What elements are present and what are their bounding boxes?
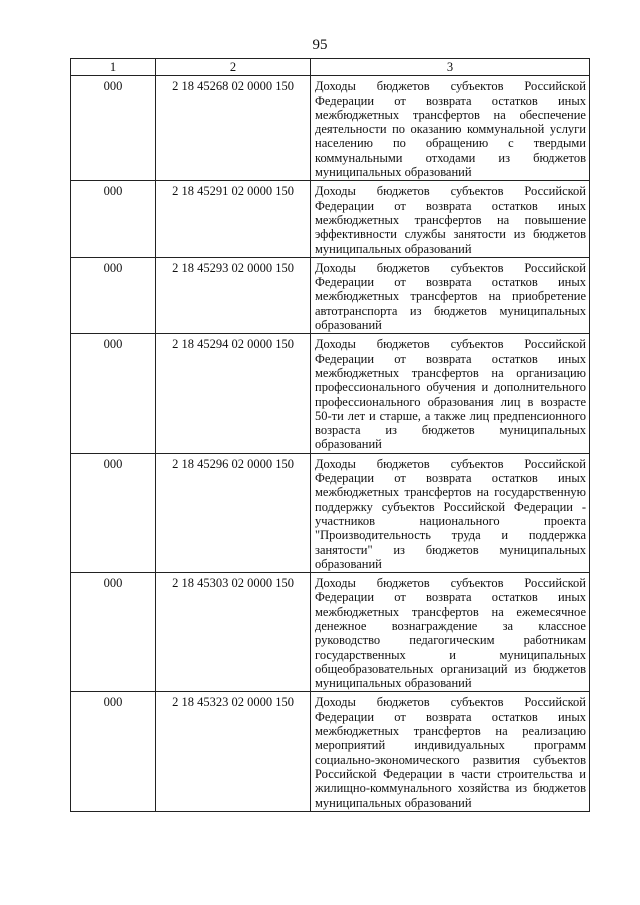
budget-classification-table xyxy=(70,58,590,812)
column-header-1: 1 xyxy=(71,59,156,76)
page-number: 95 xyxy=(312,37,328,53)
budget-code-cell: 2 18 45303 02 0000 150 xyxy=(156,573,311,692)
table-row xyxy=(71,692,590,811)
table-row xyxy=(71,334,590,453)
description-cell: Доходы бюджетов субъектов Российской Федерации от возврата остатков иных межбюджетных трансфертов на приобретение автотранспорта из бюджетов муниципальных образований xyxy=(311,257,590,333)
admin-code-cell: 000 xyxy=(71,181,156,257)
column-header-3: 3 xyxy=(311,59,590,76)
description-cell: Доходы бюджетов субъектов Российской Федерации от возврата остатков иных межбюджетных трансфертов на организацию профессионального обучения и дополнительного профессионального образования лиц в возрасте 50-ти лет и старше, а также лиц предпенсионного возраста из бюджетов муниципальных образований xyxy=(311,334,590,453)
admin-code-cell: 000 xyxy=(71,692,156,811)
table-row xyxy=(71,573,590,692)
description-cell: Доходы бюджетов субъектов Российской Федерации от возврата остатков иных межбюджетных трансфертов на повышение эффективности службы занятости из бюджетов муниципальных образований xyxy=(311,181,590,257)
table-row xyxy=(71,257,590,333)
budget-code-cell: 2 18 45293 02 0000 150 xyxy=(156,257,311,333)
admin-code-cell: 000 xyxy=(71,76,156,181)
budget-code-cell: 2 18 45323 02 0000 150 xyxy=(156,692,311,811)
description-cell: Доходы бюджетов субъектов Российской Федерации от возврата остатков иных межбюджетных трансфертов на обеспечение деятельности по оказанию коммунальной услуги населению по обращению с твердыми коммунальными отходами из бюджетов муниципальных образований xyxy=(311,76,590,181)
description-cell: Доходы бюджетов субъектов Российской Федерации от возврата остатков иных межбюджетных трансфертов на ежемесячное денежное вознаграждение за классное руководство педагогическим работникам государственных и муниципальных общеобразовательных организаций из бюджетов муниципальных образований xyxy=(311,573,590,692)
table-header-row xyxy=(71,59,590,76)
admin-code-cell: 000 xyxy=(71,573,156,692)
description-cell: Доходы бюджетов субъектов Российской Федерации от возврата остатков иных межбюджетных трансфертов на государственную поддержку субъектов Российской Федерации - участников национального проекта "Производительность труда и поддержка занятости" из бюджетов муниципальных образований xyxy=(311,453,590,572)
admin-code-cell: 000 xyxy=(71,334,156,453)
budget-code-cell: 2 18 45296 02 0000 150 xyxy=(156,453,311,572)
table-row xyxy=(71,181,590,257)
budget-code-cell: 2 18 45268 02 0000 150 xyxy=(156,76,311,181)
admin-code-cell: 000 xyxy=(71,453,156,572)
table-row xyxy=(71,76,590,181)
column-header-2: 2 xyxy=(156,59,311,76)
admin-code-cell: 000 xyxy=(71,257,156,333)
description-cell: Доходы бюджетов субъектов Российской Федерации от возврата остатков иных межбюджетных трансфертов на реализацию мероприятий индивидуальных программ социально-экономического развития субъектов Российской Федерации в части строительства и жилищно-коммунального хозяйства из бюджетов муниципальных образований xyxy=(311,692,590,811)
table-row xyxy=(71,453,590,572)
budget-code-cell: 2 18 45294 02 0000 150 xyxy=(156,334,311,453)
budget-code-cell: 2 18 45291 02 0000 150 xyxy=(156,181,311,257)
